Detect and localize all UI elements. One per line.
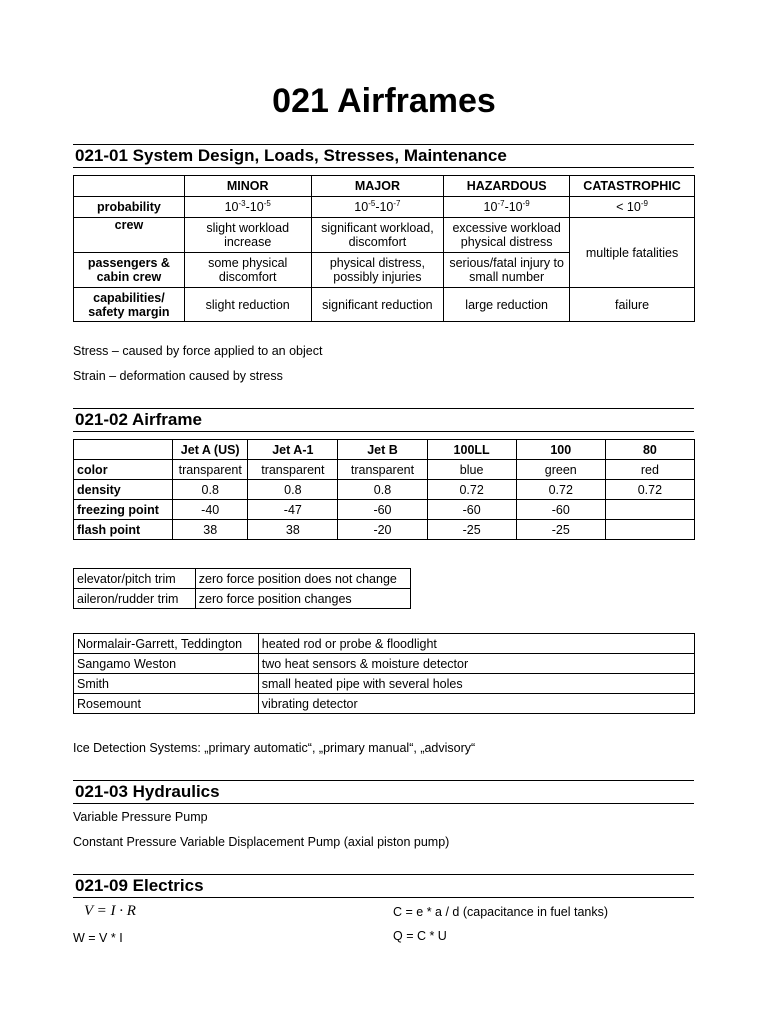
row-label: freezing point bbox=[74, 500, 173, 520]
trim-table bbox=[73, 568, 411, 609]
probability-hazardous: $10^{-7}-10^{-9}$ bbox=[444, 197, 570, 218]
trim-name: elevator/pitch trim bbox=[74, 569, 196, 589]
ohms-law-formula: V = I · R bbox=[84, 903, 136, 919]
row-label-capabilities: capabilities/ safety margin bbox=[74, 288, 185, 322]
table-row bbox=[74, 634, 695, 654]
page-title: 021 Airframes bbox=[272, 82, 496, 120]
row-label-crew: crew bbox=[74, 218, 185, 253]
section-heading-system-design: 021-01 System Design, Loads, Stresses, Maintenance bbox=[73, 144, 694, 168]
table-row bbox=[74, 520, 695, 540]
row-label-passengers: passengers & cabin crew bbox=[74, 253, 185, 288]
ice-system-name: Sangamo Weston bbox=[74, 654, 259, 674]
header-hazardous: HAZARDOUS bbox=[444, 176, 570, 197]
strain-definition: Strain – deformation caused by stress bbox=[73, 369, 283, 383]
table-cell: transparent bbox=[338, 460, 427, 480]
empty-header-cell bbox=[74, 440, 173, 460]
header-catastrophic: CATASTROPHIC bbox=[570, 176, 695, 197]
row-label: color bbox=[74, 460, 173, 480]
section-heading-hydraulics: 021-03 Hydraulics bbox=[73, 780, 694, 804]
power-formula: W = V * I bbox=[73, 931, 123, 945]
table-cell: blue bbox=[427, 460, 516, 480]
table-cell: -47 bbox=[248, 500, 338, 520]
table-cell: -40 bbox=[173, 500, 248, 520]
table-cell: 0.8 bbox=[338, 480, 427, 500]
table-cell: red bbox=[605, 460, 694, 480]
row-label: density bbox=[74, 480, 173, 500]
table-cell: -25 bbox=[427, 520, 516, 540]
probability-catastrophic: < $10^{-9}$ bbox=[570, 197, 695, 218]
table-row bbox=[74, 654, 695, 674]
probability-major: $10^{-5}-10^{-7}$ bbox=[311, 197, 444, 218]
hydraulics-line-2: Constant Pressure Variable Displacement Pump (axial piston pump) bbox=[73, 835, 450, 849]
section-heading-electrics: 021-09 Electrics bbox=[73, 874, 694, 898]
header-jet-a-1: Jet A-1 bbox=[248, 440, 338, 460]
table-cell: transparent bbox=[248, 460, 338, 480]
table-row bbox=[74, 589, 411, 609]
table-cell: -20 bbox=[338, 520, 427, 540]
crew-hazardous: excessive workload physical distress bbox=[444, 218, 570, 253]
header-major: MAJOR bbox=[311, 176, 444, 197]
section-heading-airframe: 021-02 Airframe bbox=[73, 408, 694, 432]
header-100ll: 100LL bbox=[427, 440, 516, 460]
header-jet-a-us: Jet A (US) bbox=[173, 440, 248, 460]
table-cell: 0.8 bbox=[248, 480, 338, 500]
stress-definition: Stress – caused by force applied to an object bbox=[73, 344, 323, 358]
header-minor: MINOR bbox=[184, 176, 311, 197]
crew-major: significant workload, discomfort bbox=[311, 218, 444, 253]
table-cell: -25 bbox=[516, 520, 605, 540]
probability-minor: $10^{-3}-10^{-5}$ bbox=[184, 197, 311, 218]
table-cell: 0.72 bbox=[427, 480, 516, 500]
capabilities-minor: slight reduction bbox=[184, 288, 311, 322]
ice-system-name: Smith bbox=[74, 674, 259, 694]
ice-system-desc: vibrating detector bbox=[258, 694, 694, 714]
header-80: 80 bbox=[605, 440, 694, 460]
trim-name: aileron/rudder trim bbox=[74, 589, 196, 609]
trim-desc: zero force position does not change bbox=[195, 569, 410, 589]
ice-system-name: Normalair-Garrett, Teddington bbox=[74, 634, 259, 654]
ice-system-name: Rosemount bbox=[74, 694, 259, 714]
table-row bbox=[74, 176, 695, 197]
ice-system-desc: heated rod or probe & floodlight bbox=[258, 634, 694, 654]
table-cell: -60 bbox=[427, 500, 516, 520]
ice-system-desc: two heat sensors & moisture detector bbox=[258, 654, 694, 674]
table-cell bbox=[605, 500, 694, 520]
crew-minor: slight workload increase bbox=[184, 218, 311, 253]
ice-detection-systems-text: Ice Detection Systems: „primary automatic“, „primary manual“, „advisory“ bbox=[73, 741, 476, 755]
table-row bbox=[74, 569, 411, 589]
trim-desc: zero force position changes bbox=[195, 589, 410, 609]
row-label-probability: probability bbox=[74, 197, 185, 218]
table-cell: 0.72 bbox=[516, 480, 605, 500]
table-row bbox=[74, 197, 695, 218]
passengers-hazardous: serious/fatal injury to small number bbox=[444, 253, 570, 288]
table-row bbox=[74, 460, 695, 480]
table-row bbox=[74, 694, 695, 714]
capabilities-hazardous: large reduction bbox=[444, 288, 570, 322]
table-cell: transparent bbox=[173, 460, 248, 480]
ice-system-desc: small heated pipe with several holes bbox=[258, 674, 694, 694]
table-row bbox=[74, 480, 695, 500]
capabilities-catastrophic: failure bbox=[570, 288, 695, 322]
header-jet-b: Jet B bbox=[338, 440, 427, 460]
table-cell: 0.8 bbox=[173, 480, 248, 500]
table-cell: 0.72 bbox=[605, 480, 694, 500]
hydraulics-line-1: Variable Pressure Pump bbox=[73, 810, 208, 824]
row-label: flash point bbox=[74, 520, 173, 540]
empty-header-cell bbox=[74, 176, 185, 197]
passengers-major: physical distress, possibly injuries bbox=[311, 253, 444, 288]
fuel-properties-table bbox=[73, 439, 695, 540]
capacitance-formula: C = e * a / d (capacitance in fuel tanks) bbox=[393, 905, 609, 919]
failure-severity-table bbox=[73, 175, 695, 322]
table-row bbox=[74, 218, 695, 253]
table-cell bbox=[605, 520, 694, 540]
ice-detector-table bbox=[73, 633, 695, 714]
header-100: 100 bbox=[516, 440, 605, 460]
table-cell: -60 bbox=[338, 500, 427, 520]
table-row bbox=[74, 288, 695, 322]
table-cell: 38 bbox=[173, 520, 248, 540]
table-cell: 38 bbox=[248, 520, 338, 540]
table-row bbox=[74, 500, 695, 520]
catastrophic-merged-cell: multiple fatalities bbox=[570, 218, 695, 288]
capabilities-major: significant reduction bbox=[311, 288, 444, 322]
table-row bbox=[74, 674, 695, 694]
table-cell: -60 bbox=[516, 500, 605, 520]
table-row bbox=[74, 440, 695, 460]
charge-formula: Q = C * U bbox=[393, 929, 447, 943]
table-cell: green bbox=[516, 460, 605, 480]
passengers-minor: some physical discomfort bbox=[184, 253, 311, 288]
